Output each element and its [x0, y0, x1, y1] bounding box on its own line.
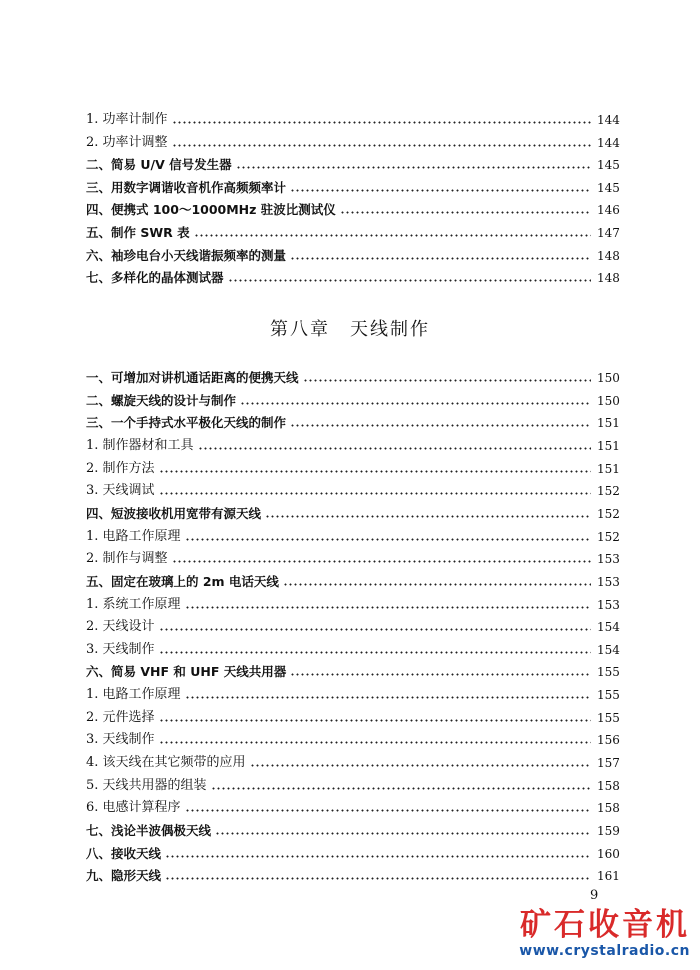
dot-leader [290, 673, 591, 676]
page-number: 9 [590, 888, 599, 903]
toc-entry-title: 九、隐形天线 [86, 868, 162, 884]
toc-entry-title: 三、一个手持式水平极化天线的制作 [86, 415, 287, 431]
toc-entry-page: 160 [597, 846, 620, 861]
dot-leader [265, 515, 591, 518]
toc-entry-page: 153 [597, 552, 620, 567]
dot-leader [194, 234, 591, 237]
toc-entry [86, 728, 619, 748]
toc-entry-page: 152 [597, 529, 620, 544]
toc-entry-page: 155 [597, 710, 620, 725]
dot-leader [159, 741, 591, 744]
toc-entry-page: 151 [597, 438, 620, 453]
toc-entry-page: 148 [597, 248, 620, 263]
dot-leader [172, 144, 591, 147]
toc-entry [86, 479, 619, 499]
toc-entry-page: 157 [597, 756, 620, 771]
toc-entry-title: 2. 功率计调整 [86, 134, 168, 150]
toc-entry-title: 三、用数字调谐收音机作高频频率计 [86, 179, 287, 195]
toc-entry-title: 6. 电感计算程序 [86, 800, 181, 816]
dot-leader [340, 211, 591, 214]
dot-leader [250, 764, 591, 767]
toc-entry-page: 148 [597, 271, 620, 286]
toc-entry [86, 842, 619, 862]
toc-entry-title: 八、接收天线 [86, 845, 162, 861]
toc-entry-page: 161 [597, 869, 620, 884]
toc-entry-page: 150 [597, 371, 620, 385]
dot-leader [290, 189, 591, 192]
toc-entry [86, 266, 619, 286]
toc-entry [86, 221, 619, 241]
toc-entry-page: 144 [597, 135, 620, 150]
toc-entry [86, 502, 619, 522]
toc-entry-title: 2. 制作与调整 [86, 551, 168, 567]
toc-entry [86, 244, 619, 264]
dot-leader [240, 402, 591, 405]
dot-leader [165, 855, 591, 858]
toc-entry [86, 751, 619, 771]
toc-entry [86, 153, 619, 173]
toc-entry-title: 3. 天线制作 [86, 641, 155, 657]
dot-leader [290, 257, 591, 260]
toc-entry [86, 638, 619, 658]
toc-entry-title: 二、简易 U/V 信号发生器 [86, 157, 232, 173]
toc-entry-page: 152 [597, 506, 620, 521]
watermark-url: www.crystalradio.cn [519, 943, 690, 959]
toc-entry [86, 593, 619, 613]
dot-leader [185, 538, 591, 541]
toc-entry-title: 七、浅论半波偶极天线 [86, 823, 212, 838]
toc-entry-title: 一、可增加对讲机通话距离的便携天线 [86, 370, 299, 385]
dot-leader [159, 628, 591, 631]
toc-entry [86, 198, 619, 218]
toc-entry-title: 七、多样化的晶体测试器 [86, 270, 224, 286]
toc-entry [86, 525, 619, 545]
toc-entry-page: 151 [597, 461, 620, 476]
dot-leader [283, 583, 591, 586]
dot-leader [215, 832, 591, 835]
chapter-heading: 第八章 天线制作 [270, 319, 430, 340]
toc-entry [86, 615, 619, 635]
dot-leader [228, 279, 591, 282]
toc-entry [86, 389, 619, 409]
toc-entry-page: 153 [597, 597, 620, 612]
toc-entry-page: 158 [597, 801, 620, 816]
dot-leader [159, 470, 591, 473]
toc-entry-page: 156 [597, 733, 620, 748]
toc-entry [86, 434, 619, 454]
toc-entry [86, 683, 619, 703]
toc-entry-title: 五、固定在玻璃上的 2m 电话天线 [86, 573, 279, 589]
toc-entry-page: 152 [597, 484, 620, 499]
toc-entry-page: 150 [597, 393, 620, 408]
toc-entry-title: 六、袖珍电台小天线谐振频率的测量 [86, 247, 287, 263]
toc-entry [86, 660, 619, 680]
dot-leader [165, 877, 591, 880]
dot-leader [290, 424, 591, 427]
toc-entry [86, 457, 619, 477]
dot-leader [198, 447, 591, 450]
toc-entry-title: 2. 天线设计 [86, 619, 155, 635]
toc-entry-page: 145 [597, 180, 620, 195]
toc-entry-title: 五、制作 SWR 表 [86, 225, 190, 240]
toc-entry-title: 1. 电路工作原理 [86, 528, 181, 544]
toc-entry [86, 706, 619, 726]
toc-entry [86, 411, 619, 431]
toc-entry [86, 819, 619, 839]
toc-entry-page: 151 [597, 416, 620, 431]
toc-entry [86, 547, 619, 567]
dot-leader [172, 560, 591, 563]
toc-entry-title: 四、短波接收机用宽带有源天线 [86, 505, 262, 521]
dot-leader [303, 379, 591, 382]
toc-entry [86, 176, 619, 196]
toc-entry-title: 1. 功率计制作 [86, 112, 168, 127]
toc-entry [86, 108, 619, 128]
toc-entry-title: 六、简易 VHF 和 UHF 天线共用器 [86, 664, 287, 680]
dot-leader [172, 121, 591, 124]
toc-entry-page: 155 [597, 688, 620, 703]
toc-entry-title: 5. 天线共用器的组装 [86, 777, 207, 793]
watermark-logo [519, 908, 690, 960]
toc-entry-title: 1. 制作器材和工具 [86, 437, 194, 453]
toc-entry-page: 146 [597, 203, 620, 218]
dot-leader [159, 651, 591, 654]
dot-leader [236, 166, 591, 169]
toc-entry-title: 四、便携式 100～1000MHz 驻波比测试仪 [86, 202, 336, 218]
toc-entry-title: 1. 系统工作原理 [86, 596, 181, 612]
dot-leader [185, 809, 591, 812]
toc-entry-title: 1. 电路工作原理 [86, 687, 181, 703]
toc-entry-page: 155 [597, 665, 620, 680]
toc-entry-title: 2. 制作方法 [86, 460, 155, 476]
dot-leader [159, 719, 591, 722]
toc-entry-page: 154 [597, 620, 620, 635]
dot-leader [211, 787, 591, 790]
toc-entry-page: 154 [597, 642, 620, 657]
toc-entry-title: 2. 元件选择 [86, 709, 155, 725]
toc-entry [86, 796, 619, 816]
toc-entry-title: 4. 该天线在其它频带的应用 [86, 755, 246, 771]
toc-entry [86, 570, 619, 590]
dot-leader [159, 492, 591, 495]
toc-entry-page: 145 [597, 158, 620, 173]
dot-leader [185, 606, 591, 609]
toc-entry-title: 3. 天线制作 [86, 732, 155, 748]
watermark-title: 矿石收音机 [520, 907, 690, 943]
toc-entry-page: 147 [597, 226, 620, 240]
toc-entry [86, 774, 619, 794]
toc-entry-page: 144 [597, 113, 620, 127]
toc-entry [86, 864, 619, 884]
toc-entry-title: 二、螺旋天线的设计与制作 [86, 392, 237, 408]
dot-leader [185, 696, 591, 699]
toc-entry-page: 153 [597, 574, 620, 589]
toc-entry [86, 131, 619, 151]
toc-entry-title: 3. 天线调试 [86, 483, 155, 499]
toc-entry [86, 366, 619, 386]
toc-entry-page: 159 [597, 824, 620, 838]
toc-entry-page: 158 [597, 778, 620, 793]
